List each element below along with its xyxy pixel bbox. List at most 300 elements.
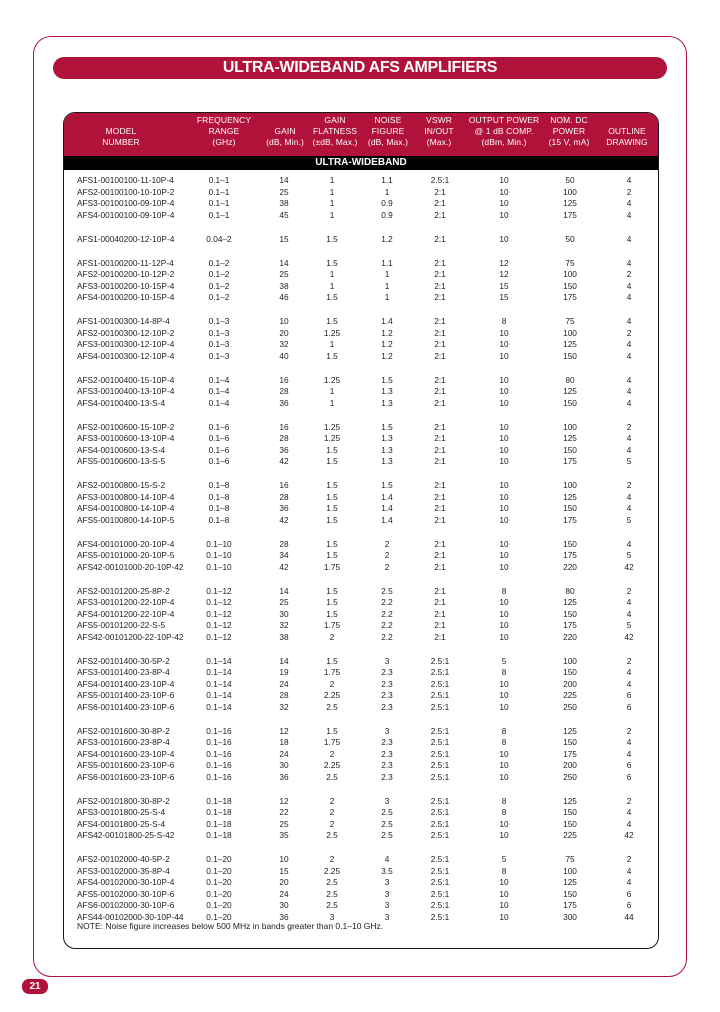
table-row (64, 667, 658, 679)
table-cell: 3 (329, 911, 335, 922)
table-cell: 0.1–2 (208, 292, 230, 302)
table-cell: AFS4-00100600-13-S-4 (77, 444, 166, 455)
table-cell: 125 (563, 877, 577, 887)
table-cell: 46 (279, 292, 289, 302)
table-cell: 2:1 (434, 480, 446, 490)
column-header-line: FLATNESS (312, 126, 358, 136)
table-cell: 0.1–8 (208, 514, 230, 525)
table-cell: 8 (501, 795, 507, 806)
table-cell: 18 (279, 737, 289, 747)
column-header-line: GAIN (274, 126, 296, 136)
table-cell: 2.5:1 (430, 830, 450, 840)
table-cell: 32 (279, 339, 289, 349)
table-cell: 38 (279, 631, 289, 642)
table-cell: AFS3-00101800-25-S-4 (77, 807, 166, 817)
table-cell: 2:1 (434, 456, 446, 466)
table-cell: 1 (329, 269, 335, 279)
table-cell: 300 (563, 911, 577, 922)
column-header (539, 115, 599, 148)
table-cell: 36 (279, 397, 289, 408)
column-header-line: FIGURE (371, 126, 405, 136)
table-cell: 150 (563, 667, 577, 677)
table-cell: 30 (279, 900, 289, 910)
table-cell: 150 (563, 397, 577, 408)
table-cell: 0.1–4 (208, 386, 230, 396)
table-cell: 10 (499, 480, 509, 490)
table-row (64, 877, 658, 889)
table-cell: 38 (279, 280, 289, 291)
table-cell: 0.1–1 (208, 175, 230, 185)
table-cell: 0.1–14 (206, 667, 232, 677)
table-cell: 25 (279, 269, 289, 279)
table-cell: AFS1-00040200-12-10P-4 (77, 233, 175, 244)
table-cell: 35 (279, 830, 289, 840)
table-cell: AFS5-00100600-13-S-5 (77, 456, 166, 466)
table-cell: 2:1 (434, 269, 446, 279)
table-cell: 175 (563, 900, 577, 910)
table-cell: 2:1 (434, 257, 446, 268)
table-cell: 12 (499, 257, 509, 268)
table-cell: 2:1 (434, 561, 446, 572)
table-cell: 15 (279, 865, 289, 876)
table-cell: 0.1–12 (206, 631, 232, 642)
table-row (64, 351, 658, 363)
table-cell: 0.1–8 (208, 503, 230, 513)
table-cell: 42 (279, 456, 289, 466)
table-cell: 8 (501, 585, 507, 596)
table-cell: 150 (563, 807, 577, 817)
table-cell: 0.1–12 (206, 608, 232, 619)
table-cell: AFS3-00101200-22-10P-4 (77, 597, 175, 607)
table-cell: AFS4-00100100-09-10P-4 (77, 209, 175, 220)
table-cell: 10 (499, 818, 509, 829)
table-cell: 10 (499, 514, 509, 525)
table-cell: AFS1-00100100-11-10P-4 (77, 175, 174, 185)
table-cell: 0.1–2 (208, 257, 230, 268)
column-header-line: NOISE (374, 115, 402, 125)
table-cell: 0.1–18 (206, 795, 232, 806)
table-cell: 2 (329, 854, 335, 864)
table-cell: 28 (279, 433, 289, 443)
section-header: ULTRA-WIDEBAND (64, 156, 658, 170)
table-cell: 2 (626, 327, 632, 338)
table-cell: 0.1–20 (206, 854, 232, 864)
column-header-line: RANGE (208, 126, 240, 136)
table-cell: 2.2 (381, 620, 393, 630)
table-cell: 50 (565, 233, 575, 244)
table-cell: 175 (563, 456, 577, 466)
table-row (64, 422, 658, 434)
table-cell: 0.1–16 (206, 748, 232, 759)
table-cell: 2:1 (434, 397, 446, 408)
table-cell: 42 (624, 631, 634, 642)
table-cell: AFS3-00100800-14-10P-4 (77, 491, 175, 502)
table-cell: 4 (626, 280, 632, 291)
table-cell: 2.3 (381, 771, 393, 782)
column-header (414, 115, 464, 148)
table-cell: 2.5:1 (430, 911, 450, 922)
table-cell: 2 (626, 655, 632, 666)
table-cell: 1 (329, 198, 335, 208)
table-row (64, 597, 658, 609)
table-cell: 2:1 (434, 631, 446, 642)
table-cell: 2:1 (434, 198, 446, 208)
column-header-line: NOM. DC (550, 115, 588, 125)
table-cell: 1 (329, 397, 335, 408)
table-cell: 150 (563, 444, 577, 455)
table-row (64, 328, 658, 340)
table-cell: 1.3 (381, 444, 393, 455)
table-cell: AFS2-00100800-15-S-2 (77, 480, 166, 490)
table-cell: 2.5 (381, 830, 393, 840)
table-cell: 10 (499, 421, 509, 432)
table-cell: 3 (384, 900, 390, 910)
table-cell: 2 (626, 480, 632, 490)
table-cell: 0.1–3 (208, 327, 230, 338)
table-cell: 0.1–20 (206, 865, 232, 876)
table-cell: AFS42-00101800-25-S-42 (77, 830, 175, 840)
table-cell: 1.25 (323, 327, 341, 338)
table-cell: 45 (279, 209, 289, 220)
table-cell: 0.1–18 (206, 807, 232, 817)
table-cell: 4 (626, 444, 632, 455)
table-row (64, 726, 658, 738)
table-cell: 10 (499, 550, 509, 560)
table-cell: AFS2-00101800-30-8P-2 (77, 795, 170, 806)
row-group (64, 854, 658, 923)
table-cell: 2.5:1 (430, 725, 450, 736)
table-cell: 1.5 (326, 585, 338, 596)
column-header-line: GAIN (324, 115, 346, 125)
table-cell: 0.1–14 (206, 701, 232, 712)
table-cell: 1.5 (381, 421, 393, 432)
table-cell: 2.5:1 (430, 655, 450, 666)
table-cell: 2:1 (434, 585, 446, 596)
table-cell: 2:1 (434, 503, 446, 513)
table-cell: 22 (279, 807, 289, 817)
table-cell: 36 (279, 444, 289, 455)
table-cell: 1.75 (323, 667, 341, 677)
table-cell: 15 (499, 280, 509, 291)
table-cell: 4 (626, 748, 632, 759)
table-cell: 25 (279, 818, 289, 829)
table-cell: 28 (279, 690, 289, 700)
table-cell: 2 (329, 818, 335, 829)
table-cell: 220 (563, 631, 577, 642)
table-cell: 80 (565, 374, 575, 385)
table-cell: 4 (626, 818, 632, 829)
row-group (64, 175, 658, 221)
table-row (64, 445, 658, 457)
table-cell: 2.3 (381, 701, 393, 712)
table-cell: 10 (499, 186, 509, 197)
table-cell: 0.1–6 (208, 433, 230, 443)
column-header-line: VSWR (426, 115, 452, 125)
table-cell: 25 (279, 597, 289, 607)
page-title: ULTRA-WIDEBAND AFS AMPLIFIERS (53, 57, 667, 79)
table-cell: 0.1–12 (206, 597, 232, 607)
table-cell: 42 (624, 561, 634, 572)
table-cell: 125 (563, 597, 577, 607)
table-cell: AFS1-00100300-14-8P-4 (77, 316, 170, 326)
table-cell: 28 (279, 386, 289, 396)
table-cell: 2:1 (434, 316, 446, 326)
table-cell: 2.5 (326, 830, 338, 840)
table-cell: 2.5:1 (430, 690, 450, 700)
table-cell: 1 (329, 280, 335, 291)
table-cell: AFS5-00102000-30-10P-6 (77, 888, 175, 899)
table-cell: 2:1 (434, 444, 446, 455)
row-group (64, 375, 658, 410)
table-cell: 1.5 (326, 514, 338, 525)
table-cell: 10 (499, 175, 509, 185)
table-cell: AFS4-00100300-12-10P-4 (77, 350, 175, 361)
table-cell: 2:1 (434, 538, 446, 549)
column-header-line: POWER (552, 126, 586, 136)
table-cell: 100 (563, 655, 577, 666)
table-cell: 4 (626, 316, 632, 326)
table-row (64, 690, 658, 702)
table-cell: 2.5:1 (430, 795, 450, 806)
table-cell: 1.5 (326, 350, 338, 361)
table-cell: 1.2 (381, 350, 393, 361)
table-cell: 2:1 (434, 327, 446, 338)
table-cell: 1.75 (323, 620, 341, 630)
table-cell: 4 (626, 374, 632, 385)
table-cell: AFS2-00100600-15-10P-2 (77, 421, 175, 432)
table-cell: 2.5:1 (430, 818, 450, 829)
table-cell: 75 (565, 854, 575, 864)
table-cell: 1.5 (326, 233, 338, 244)
table-row (64, 807, 658, 819)
table-cell: AFS6-00102000-30-10P-6 (77, 900, 175, 910)
table-row (64, 198, 658, 210)
table-cell: 2.5 (326, 888, 338, 899)
table-cell: 1.5 (326, 538, 338, 549)
table-cell: 2.5:1 (430, 667, 450, 677)
row-group (64, 480, 658, 526)
table-cell: 0.1–6 (208, 444, 230, 455)
table-cell: 10 (499, 327, 509, 338)
table-cell: 2.5:1 (430, 807, 450, 817)
table-cell: 0.1–16 (206, 737, 232, 747)
table-cell: 19 (279, 667, 289, 677)
column-header-line: (dBm, Min.) (481, 137, 527, 147)
table-cell: 2.5 (326, 701, 338, 712)
table-row (64, 737, 658, 749)
table-cell: AFS3-00100400-13-10P-4 (77, 386, 175, 396)
table-cell: 1.5 (326, 456, 338, 466)
table-row (64, 749, 658, 761)
table-cell: 2:1 (434, 374, 446, 385)
table-cell: 3 (384, 888, 390, 899)
table-cell: 36 (279, 911, 289, 922)
table-cell: 175 (563, 550, 577, 560)
table-row (64, 620, 658, 632)
table-cell: 3 (384, 655, 390, 666)
table-cell: AFS1-00100200-11-12P-4 (77, 257, 174, 268)
table-cell: 42 (624, 830, 634, 840)
table-cell: 30 (279, 760, 289, 770)
table-cell: 4 (626, 807, 632, 817)
table-row (64, 656, 658, 668)
table-cell: 2:1 (434, 292, 446, 302)
table-cell: 2.3 (381, 678, 393, 689)
table-cell: 0.1–4 (208, 397, 230, 408)
table-cell: 10 (499, 900, 509, 910)
table-cell: 10 (499, 374, 509, 385)
table-cell: 4 (626, 597, 632, 607)
table-cell: 0.1–12 (206, 620, 232, 630)
table-cell: 6 (626, 701, 632, 712)
table-row (64, 375, 658, 387)
row-group (64, 422, 658, 468)
table-cell: 2:1 (434, 514, 446, 525)
table-cell: 0.1–3 (208, 339, 230, 349)
table-cell: 10 (499, 339, 509, 349)
table-cell: 0.1–12 (206, 585, 232, 596)
table-cell: 8 (501, 865, 507, 876)
table-cell: 200 (563, 760, 577, 770)
table-row (64, 586, 658, 598)
table-cell: 2.5 (326, 771, 338, 782)
table-cell: 10 (499, 198, 509, 208)
table-row (64, 480, 658, 492)
table-cell: 1.5 (326, 655, 338, 666)
table-cell: 150 (563, 737, 577, 747)
table-cell: 5 (501, 854, 507, 864)
table-cell: 10 (499, 690, 509, 700)
table-cell: AFS6-00101600-23-10P-6 (77, 771, 175, 782)
table-cell: 24 (279, 748, 289, 759)
table-cell: 0.9 (381, 198, 393, 208)
table-cell: 2 (384, 550, 390, 560)
table-cell: 10 (499, 350, 509, 361)
row-group (64, 258, 658, 304)
table-cell: AFS3-00100200-10-15P-4 (77, 280, 175, 291)
table-cell: AFS5-00101600-23-10P-6 (77, 760, 175, 770)
table-cell: 8 (501, 737, 507, 747)
column-header-line: NUMBER (102, 137, 140, 147)
table-cell: 0.04–2 (206, 233, 232, 244)
table-cell: 0.1–1 (208, 186, 230, 197)
table-cell: 1 (329, 339, 335, 349)
table-cell: 220 (563, 561, 577, 572)
table-cell: 0.1–1 (208, 209, 230, 220)
table-cell: 100 (563, 480, 577, 490)
table-cell: 14 (279, 257, 289, 268)
table-cell: 2.3 (381, 737, 393, 747)
table-cell: 175 (563, 209, 577, 220)
column-header-line: OUTPUT POWER (468, 115, 540, 125)
table-cell: 175 (563, 514, 577, 525)
table-cell: 2:1 (434, 620, 446, 630)
table-cell: 10 (499, 433, 509, 443)
table-cell: 2.3 (381, 760, 393, 770)
table-cell: 14 (279, 585, 289, 596)
table-cell: 1.5 (326, 480, 338, 490)
table-cell: 2.3 (381, 667, 393, 677)
table-cell: 2:1 (434, 186, 446, 197)
table-cell: 175 (563, 292, 577, 302)
table-cell: 10 (499, 830, 509, 840)
table-row (64, 679, 658, 691)
table-cell: AFS2-00101400-30-5P-2 (77, 655, 170, 666)
table-cell: 10 (499, 888, 509, 899)
table-cell: 4 (626, 233, 632, 244)
table-cell: 100 (563, 269, 577, 279)
table-row (64, 210, 658, 222)
table-cell: 2.5:1 (430, 737, 450, 747)
table-cell: 2.5:1 (430, 854, 450, 864)
table-cell: 2.5 (381, 807, 393, 817)
table-cell: 1.3 (381, 433, 393, 443)
table-cell: 125 (563, 433, 577, 443)
table-cell: 4 (626, 608, 632, 619)
table-row (64, 503, 658, 515)
table-cell: 150 (563, 538, 577, 549)
table-cell: 0.1–20 (206, 877, 232, 887)
table-cell: 2.5 (381, 818, 393, 829)
table-cell: 4 (626, 386, 632, 396)
table-cell: 225 (563, 830, 577, 840)
table-cell: 2 (626, 854, 632, 864)
column-header (260, 115, 310, 148)
table-cell: 25 (279, 186, 289, 197)
table-cell: 1.5 (326, 316, 338, 326)
table-cell: 1.4 (381, 491, 393, 502)
table-row (64, 632, 658, 644)
table-cell: 0.1–3 (208, 316, 230, 326)
table-header (64, 113, 658, 156)
table-cell: 4 (384, 854, 390, 864)
table-body (64, 175, 658, 936)
table-cell: 10 (499, 877, 509, 887)
table-cell: AFS5-00101200-22-S-5 (77, 620, 166, 630)
table-cell: 2.5:1 (430, 877, 450, 887)
table-cell: 4 (626, 877, 632, 887)
table-cell: 125 (563, 386, 577, 396)
table-cell: 10 (499, 386, 509, 396)
table-cell: 1.5 (326, 597, 338, 607)
table-cell: 28 (279, 491, 289, 502)
table-cell: 2:1 (434, 339, 446, 349)
table-cell: AFS5-00100800-14-10P-5 (77, 514, 175, 525)
table-cell: 2 (626, 269, 632, 279)
table-cell: 0.1–4 (208, 374, 230, 385)
table-cell: AFS5-00101000-20-10P-5 (77, 550, 175, 560)
table-cell: 4 (626, 538, 632, 549)
table-cell: 32 (279, 701, 289, 712)
table-cell: 10 (499, 620, 509, 630)
table-cell: 2.25 (323, 865, 341, 876)
row-group (64, 234, 658, 246)
table-row (64, 562, 658, 574)
table-cell: 6 (626, 771, 632, 782)
table-cell: 14 (279, 175, 289, 185)
table-cell: 16 (279, 480, 289, 490)
table-cell: 1.2 (381, 233, 393, 244)
table-cell: 150 (563, 503, 577, 513)
row-group (64, 539, 658, 574)
table-cell: AFS44-00102000-30-10P-44 (77, 911, 184, 922)
table-cell: 0.1–6 (208, 456, 230, 466)
table-cell: 16 (279, 421, 289, 432)
table-cell: 1.4 (381, 514, 393, 525)
table-cell: 250 (563, 771, 577, 782)
table-cell: 0.1–20 (206, 888, 232, 899)
table-cell: 1.5 (326, 444, 338, 455)
